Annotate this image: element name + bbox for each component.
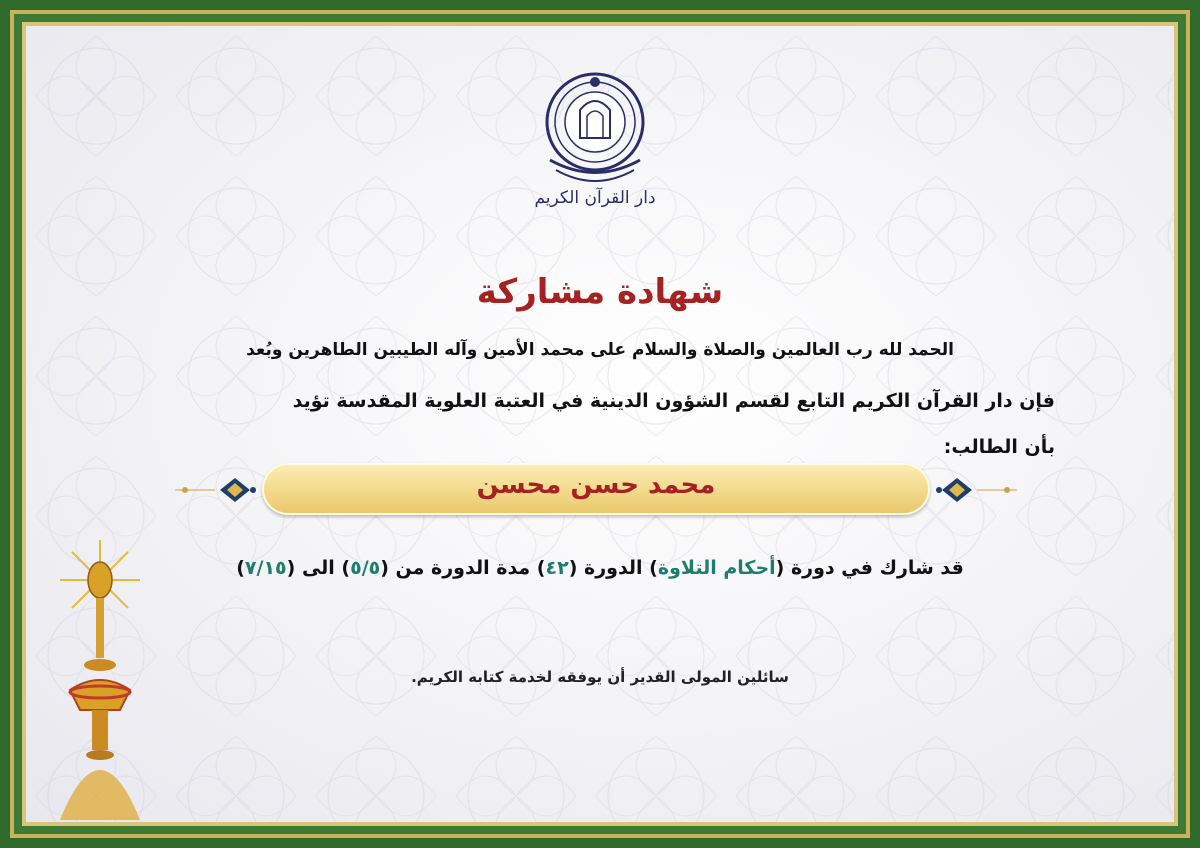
golden-dome-finial-image (40, 540, 160, 820)
course-session-prefix: ) الدورة ( (568, 557, 658, 579)
certificate-title: شهادة مشاركة (476, 272, 724, 312)
course-name: أحكام التلاوة (657, 557, 776, 579)
student-name: محمد حسن محسن (476, 470, 716, 500)
course-duration-prefix: ) مدة الدورة من ( (380, 557, 546, 579)
course-to-date: ٧/١٥ (244, 557, 287, 579)
closing-line: سائلين المولى القدير أن يوفقه لخدمة كتابه الكريم. (411, 668, 789, 686)
course-suffix: ) (236, 557, 245, 579)
course-line (180, 557, 1020, 579)
course-prefix: قد شارك في دورة ( (775, 557, 964, 579)
body-line: فإن دار القرآن الكريم التابع لقسم الشؤون الدينية في العتبة العلوية المقدسة تؤيد (292, 390, 1055, 412)
intro-line: الحمد لله رب العالمين والصلاة والسلام على محمد الأمين وآله الطيبين الطاهرين وبُعد (246, 340, 954, 360)
shrine-emblem-logo (530, 60, 660, 240)
course-number: ٤٢ (545, 557, 569, 579)
course-to-prefix: ) الى ( (286, 557, 351, 579)
course-from-date: ٥/٥ (350, 557, 381, 579)
right-flourish-icon (932, 472, 1017, 508)
student-label: بأن الطالب: (943, 436, 1055, 458)
emblem-subtitle: دار القرآن الكريم (534, 188, 656, 208)
left-flourish-icon (175, 472, 260, 508)
